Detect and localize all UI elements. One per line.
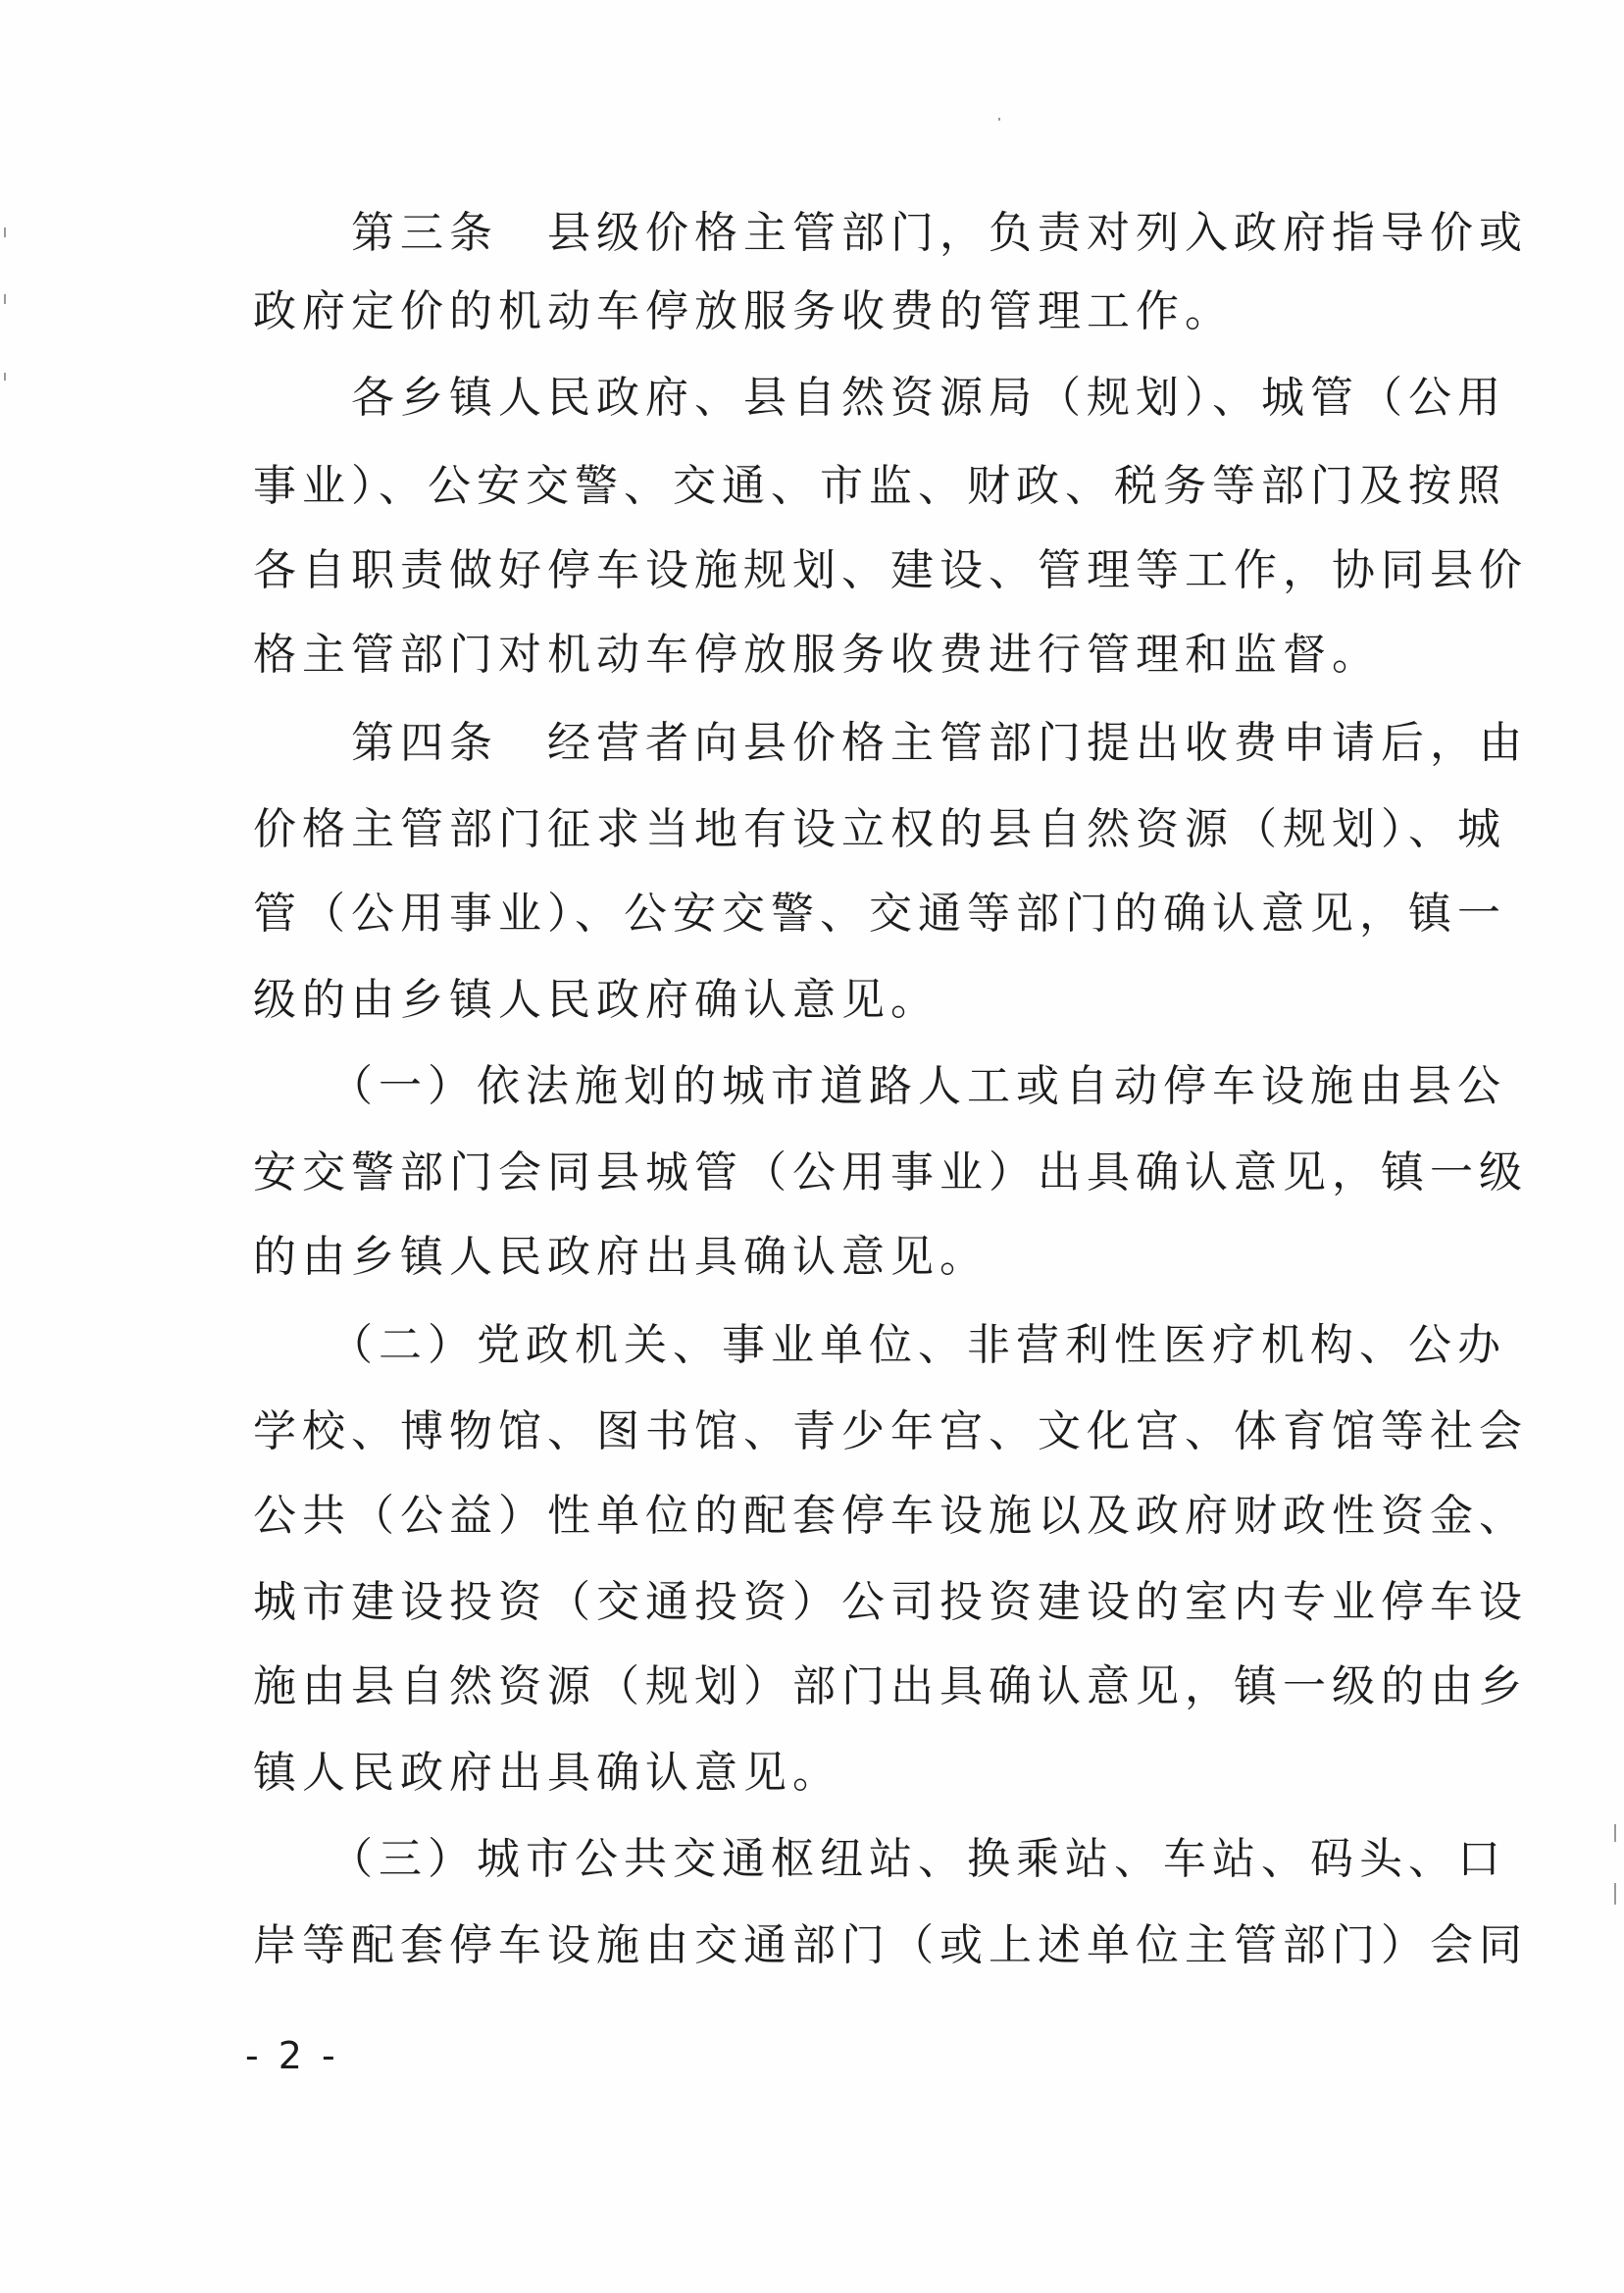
text-line: 岸等配套停车设施由交通部门（或上述单位主管部门）会同 [253, 1920, 1528, 1970]
text-line: 价格主管部门征求当地有设立权的县自然资源（规划）、城 [253, 804, 1506, 854]
scan-speck [4, 373, 6, 381]
text-line: （一）依法施划的城市道路人工或自动停车设施由县公 [253, 1061, 1506, 1111]
scan-speck [1614, 1824, 1616, 1842]
text-line: 事业）、公安交警、交通、市监、财政、税务等部门及按照 [253, 461, 1506, 511]
scan-speck [998, 118, 1000, 121]
text-line: 各自职责做好停车设施规划、建设、管理等工作，协同县价 [253, 545, 1528, 595]
scan-speck [1614, 1883, 1616, 1905]
text-line: 格主管部门对机动车停放服务收费进行管理和监督。 [253, 630, 1381, 680]
text-line: 第三条 县级价格主管部门，负责对列入政府指导价或 [253, 208, 1528, 258]
text-line: 政府定价的机动车停放服务收费的管理工作。 [253, 286, 1234, 336]
text-line: 学校、博物馆、图书馆、青少年宫、文化宫、体育馆等社会 [253, 1406, 1528, 1456]
text-line: 级的由乡镇人民政府确认意见。 [253, 975, 939, 1025]
text-line: 镇人民政府出具确认意见。 [253, 1748, 841, 1798]
text-line: 的由乡镇人民政府出具确认意见。 [253, 1232, 989, 1282]
text-line: 管（公用事业）、公安交警、交通等部门的确认意见，镇一 [253, 889, 1506, 939]
text-line: 城市建设投资（交通投资）公司投资建设的室内专业停车设 [253, 1577, 1528, 1627]
text-line: 施由县自然资源（规划）部门出具确认意见，镇一级的由乡 [253, 1661, 1528, 1711]
text-line: 各乡镇人民政府、县自然资源局（规划）、城管（公用 [253, 373, 1506, 423]
scan-speck [4, 294, 6, 304]
text-line: （二）党政机关、事业单位、非营利性医疗机构、公办 [253, 1320, 1506, 1370]
text-line: 安交警部门会同县城管（公用事业）出具确认意见，镇一级 [253, 1147, 1528, 1197]
text-line: 公共（公益）性单位的配套停车设施以及政府财政性资金、 [253, 1491, 1528, 1541]
page-number: - 2 - [245, 2034, 339, 2077]
scan-speck [4, 228, 6, 237]
text-line: 第四条 经营者向县价格主管部门提出收费申请后，由 [253, 718, 1528, 768]
text-line: （三）城市公共交通枢纽站、换乘站、车站、码头、口 [253, 1834, 1506, 1884]
